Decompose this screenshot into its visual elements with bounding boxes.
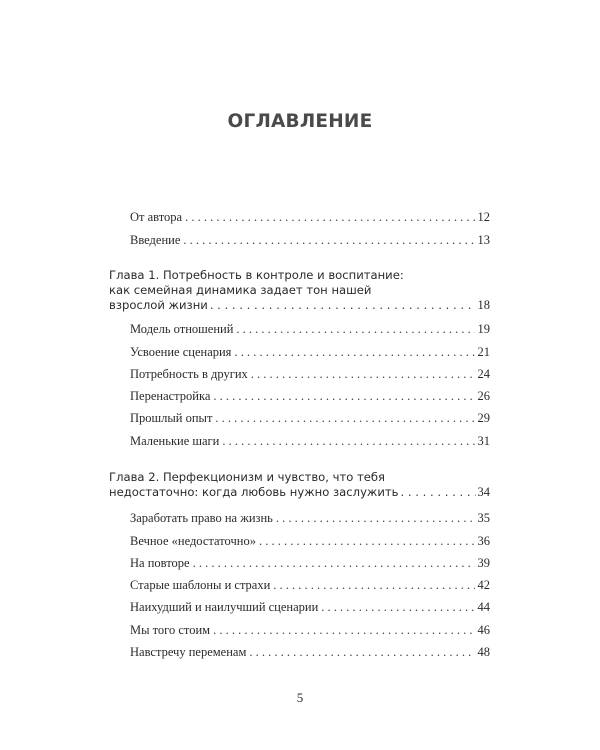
toc-entry-page: 26 <box>477 389 490 403</box>
toc-entry[interactable] <box>130 434 490 449</box>
chapter-title-last-line <box>109 485 490 500</box>
toc-entry-label: Вечное «недостаточно» <box>130 534 256 548</box>
toc-chapter-2[interactable] <box>109 470 490 500</box>
toc-entry-label: Старые шаблоны и страхи <box>130 578 271 592</box>
toc-entry[interactable] <box>130 600 490 615</box>
toc-entry-page: 42 <box>477 578 490 592</box>
dot-leader <box>251 367 475 382</box>
toc-entry[interactable] <box>130 345 490 360</box>
chapter-page: 34 <box>477 485 490 499</box>
chapter-title-line: недостаточно: когда любовь нужно заслужить <box>109 485 399 499</box>
toc-entry-page: 44 <box>477 600 490 614</box>
toc-entry[interactable] <box>130 534 490 549</box>
toc-entry[interactable] <box>130 322 490 337</box>
toc-entry-page: 31 <box>477 434 490 448</box>
toc-chapter-1[interactable] <box>109 268 490 313</box>
toc-entry-label: Усвоение сценария <box>130 345 232 359</box>
toc-entry-label: Заработать право на жизнь <box>130 511 273 525</box>
dot-leader <box>210 298 476 313</box>
dot-leader <box>222 434 474 449</box>
dot-leader <box>213 389 474 404</box>
dot-leader <box>321 600 474 615</box>
chapter-title-line: как семейная динамика задает тон нашей <box>109 283 372 297</box>
toc-entry-label: От автора <box>130 210 183 224</box>
chapter-title-line: Глава 1. Потребность в контроле и воспитание: <box>109 268 404 282</box>
dot-leader <box>276 511 475 526</box>
toc-entry-page: 13 <box>477 233 490 247</box>
toc-entry-page: 36 <box>477 534 490 548</box>
dot-leader <box>185 210 474 225</box>
toc-entry-label: На повторе <box>130 556 190 570</box>
chapter-title-line: Глава 2. Перфекционизм и чувство, что тебя <box>109 470 386 484</box>
toc-entry[interactable] <box>130 578 490 593</box>
page-number: 5 <box>296 690 304 705</box>
toc-entry[interactable] <box>130 367 490 382</box>
toc-entry-page: 48 <box>477 645 490 659</box>
dot-leader <box>273 578 474 593</box>
dot-leader <box>183 233 474 248</box>
toc-entry-page: 24 <box>477 367 490 381</box>
toc-entry-label: Модель отношений <box>130 322 234 336</box>
toc-entry-label: Перенастройка <box>130 389 211 403</box>
dot-leader <box>249 645 474 660</box>
toc-entry-introduction[interactable] <box>130 233 490 248</box>
toc-entry[interactable] <box>130 389 490 404</box>
dot-leader <box>259 534 475 549</box>
toc-entry-label: Наихудший и наилучший сценарии <box>130 600 319 614</box>
toc-entry-page: 12 <box>477 210 490 224</box>
toc-title: ОГЛАВЛЕНИЕ <box>227 111 373 132</box>
toc-entry-from-author[interactable] <box>130 210 490 225</box>
dot-leader <box>193 556 475 571</box>
toc-entry[interactable] <box>130 511 490 526</box>
toc-entry-label: Маленькие шаги <box>130 434 220 448</box>
dot-leader <box>215 411 474 426</box>
toc-entry[interactable] <box>130 623 490 638</box>
toc-entry-label: Мы того стоим <box>130 623 211 637</box>
toc-entry-label: Навстречу переменам <box>130 645 247 659</box>
chapter-title-last-line <box>109 298 490 313</box>
toc-entry[interactable] <box>130 645 490 660</box>
dot-leader <box>236 322 474 337</box>
toc-entry-label: Потребность в других <box>130 367 248 381</box>
chapter-title-line: взрослой жизни <box>109 298 208 312</box>
toc-entry-label: Прошлый опыт <box>130 411 213 425</box>
toc-entry[interactable] <box>130 411 490 426</box>
dot-leader <box>234 345 474 360</box>
dot-leader <box>401 485 476 500</box>
toc-entry-page: 46 <box>477 623 490 637</box>
toc-entry-page: 35 <box>477 511 490 525</box>
dot-leader <box>213 623 474 638</box>
chapter-page: 18 <box>477 298 490 312</box>
toc-entry-page: 19 <box>477 322 490 336</box>
toc-entry-label: Введение <box>130 233 181 247</box>
toc-entry-page: 21 <box>477 345 490 359</box>
toc-entry[interactable] <box>130 556 490 571</box>
toc-entry-page: 39 <box>477 556 490 570</box>
toc-entry-page: 29 <box>477 411 490 425</box>
